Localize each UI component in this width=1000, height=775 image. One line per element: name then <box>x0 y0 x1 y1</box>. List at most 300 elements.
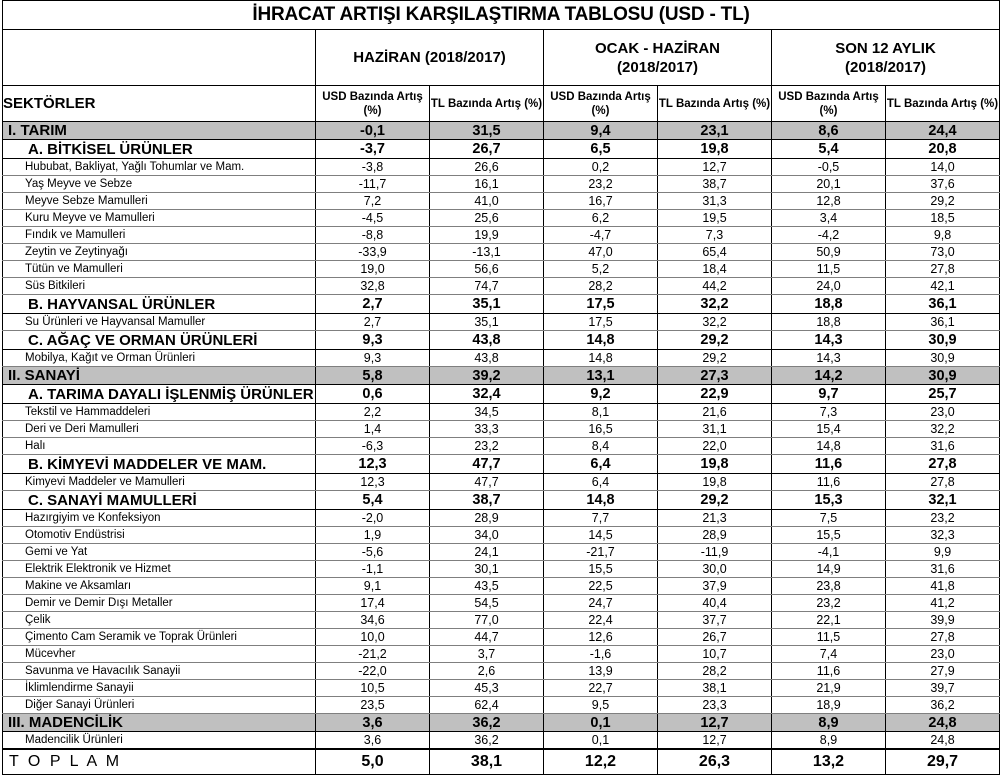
row-value: -4,1 <box>772 544 886 561</box>
row-value: -22,0 <box>316 663 430 680</box>
row-value: 12,7 <box>658 732 772 749</box>
row-value: 26,7 <box>430 140 544 159</box>
table-row <box>3 714 1000 732</box>
row-value: 24,0 <box>772 278 886 295</box>
row-value: 23,2 <box>430 438 544 455</box>
row-value: 5,0 <box>316 749 430 775</box>
row-value: -11,9 <box>658 544 772 561</box>
row-value: 1,9 <box>316 527 430 544</box>
row-label: Hazırgiyim ve Konfeksiyon <box>3 510 316 527</box>
row-value: 9,1 <box>316 578 430 595</box>
row-value: 43,8 <box>430 331 544 350</box>
row-value: 7,3 <box>772 404 886 421</box>
row-label: III. MADENCİLİK <box>3 714 316 732</box>
table-row <box>3 544 1000 561</box>
table-row <box>3 295 1000 314</box>
row-value: 36,2 <box>886 697 1000 714</box>
row-value: 11,6 <box>772 474 886 491</box>
row-value: 18,8 <box>772 314 886 331</box>
row-value: 22,5 <box>544 578 658 595</box>
row-value: 3,6 <box>316 732 430 749</box>
row-value: 47,7 <box>430 455 544 474</box>
row-value: 15,4 <box>772 421 886 438</box>
row-value: 28,9 <box>430 510 544 527</box>
header-haziran-tl: TL Bazında Artış (%) <box>430 86 544 122</box>
row-value: 29,2 <box>658 491 772 510</box>
row-value: 23,5 <box>316 697 430 714</box>
row-value: 12,8 <box>772 193 886 210</box>
row-label: Madencilik Ürünleri <box>3 732 316 749</box>
row-label: Tekstil ve Hammaddeleri <box>3 404 316 421</box>
row-value: 12,7 <box>658 714 772 732</box>
row-value: 28,9 <box>658 527 772 544</box>
row-value: 20,8 <box>886 140 1000 159</box>
table-row <box>3 261 1000 278</box>
table-row <box>3 663 1000 680</box>
row-value: 6,4 <box>544 455 658 474</box>
row-value: 14,2 <box>772 367 886 385</box>
row-value: 34,6 <box>316 612 430 629</box>
row-value: 28,2 <box>544 278 658 295</box>
row-value: 29,7 <box>886 749 1000 775</box>
row-label: Zeytin ve Zeytinyağı <box>3 244 316 261</box>
table-row <box>3 314 1000 331</box>
row-value: 19,5 <box>658 210 772 227</box>
row-label: II. SANAYİ <box>3 367 316 385</box>
row-value: 41,8 <box>886 578 1000 595</box>
row-value: 30,9 <box>886 350 1000 367</box>
row-value: 36,1 <box>886 314 1000 331</box>
row-value: 25,6 <box>430 210 544 227</box>
row-value: 12,3 <box>316 474 430 491</box>
row-value: 22,1 <box>772 612 886 629</box>
row-label: Makine ve Aksamları <box>3 578 316 595</box>
row-value: 2,6 <box>430 663 544 680</box>
row-value: 41,2 <box>886 595 1000 612</box>
row-value: 15,5 <box>544 561 658 578</box>
row-value: 22,4 <box>544 612 658 629</box>
row-label: Elektrik Elektronik ve Hizmet <box>3 561 316 578</box>
row-value: 0,2 <box>544 159 658 176</box>
table-row <box>3 438 1000 455</box>
row-value: 29,2 <box>658 331 772 350</box>
page-title: İHRACAT ARTIŞI KARŞILAŞTIRMA TABLOSU (USD - TL) <box>3 1 1000 30</box>
row-label: Yaş Meyve ve Sebze <box>3 176 316 193</box>
row-value: 9,8 <box>886 227 1000 244</box>
row-value: 73,0 <box>886 244 1000 261</box>
row-value: 19,9 <box>430 227 544 244</box>
row-value: 54,5 <box>430 595 544 612</box>
row-label: A. BİTKİSEL ÜRÜNLER <box>3 140 316 159</box>
row-value: 9,9 <box>886 544 1000 561</box>
table-row <box>3 561 1000 578</box>
row-value: 45,3 <box>430 680 544 697</box>
row-value: 29,2 <box>886 193 1000 210</box>
table-row <box>3 278 1000 295</box>
row-value: 7,7 <box>544 510 658 527</box>
row-value: 23,2 <box>772 595 886 612</box>
row-value: 23,1 <box>658 122 772 140</box>
row-value: 22,7 <box>544 680 658 697</box>
row-label: Diğer Sanayi Ürünleri <box>3 697 316 714</box>
row-value: 8,6 <box>772 122 886 140</box>
row-value: 44,7 <box>430 629 544 646</box>
row-value: -0,1 <box>316 122 430 140</box>
row-value: 27,8 <box>886 455 1000 474</box>
row-value: 23,2 <box>886 510 1000 527</box>
row-value: 31,6 <box>886 438 1000 455</box>
row-value: 17,4 <box>316 595 430 612</box>
row-value: 9,3 <box>316 331 430 350</box>
row-value: 27,9 <box>886 663 1000 680</box>
row-value: 13,1 <box>544 367 658 385</box>
period-header-haziran <box>316 30 544 86</box>
row-label: Kuru Meyve ve Mamulleri <box>3 210 316 227</box>
row-value: 9,5 <box>544 697 658 714</box>
row-value: 35,1 <box>430 295 544 314</box>
row-value: 3,7 <box>430 646 544 663</box>
table-row <box>3 732 1000 749</box>
table-row <box>3 193 1000 210</box>
header-haziran-usd: USD Bazında Artış (%) <box>316 86 430 122</box>
row-value: 9,3 <box>316 350 430 367</box>
row-value: 39,9 <box>886 612 1000 629</box>
table-row <box>3 421 1000 438</box>
table-row <box>3 350 1000 367</box>
row-value: -3,8 <box>316 159 430 176</box>
row-value: -21,2 <box>316 646 430 663</box>
table-row <box>3 629 1000 646</box>
row-value: 14,8 <box>544 331 658 350</box>
row-value: 37,6 <box>886 176 1000 193</box>
period-header-son-12-aylik <box>772 30 1000 86</box>
row-value: 27,8 <box>886 474 1000 491</box>
row-value: -13,1 <box>430 244 544 261</box>
row-value: 14,5 <box>544 527 658 544</box>
row-value: 10,5 <box>316 680 430 697</box>
export-growth-comparison-table <box>2 0 1000 775</box>
row-label: İklimlendirme Sanayii <box>3 680 316 697</box>
row-value: 38,7 <box>658 176 772 193</box>
row-value: -21,7 <box>544 544 658 561</box>
row-value: 36,2 <box>430 714 544 732</box>
row-value: 41,0 <box>430 193 544 210</box>
header-ocak-haziran-tl: TL Bazında Artış (%) <box>658 86 772 122</box>
row-value: 77,0 <box>430 612 544 629</box>
row-value: 32,4 <box>430 385 544 404</box>
header-ocak-haziran-usd: USD Bazında Artış (%) <box>544 86 658 122</box>
row-value: 31,6 <box>886 561 1000 578</box>
table-row <box>3 527 1000 544</box>
row-value: 3,6 <box>316 714 430 732</box>
row-value: 0,1 <box>544 732 658 749</box>
row-label: Süs Bitkileri <box>3 278 316 295</box>
row-value: 36,1 <box>886 295 1000 314</box>
row-value: 30,9 <box>886 331 1000 350</box>
period-son12-line1: SON 12 AYLIK <box>835 39 936 57</box>
row-value: 24,1 <box>430 544 544 561</box>
row-value: 14,9 <box>772 561 886 578</box>
row-value: 30,0 <box>658 561 772 578</box>
row-label: Çimento Cam Seramik ve Toprak Ürünleri <box>3 629 316 646</box>
row-value: 6,4 <box>544 474 658 491</box>
row-value: 23,3 <box>658 697 772 714</box>
row-label: B. KİMYEVİ MADDELER VE MAM. <box>3 455 316 474</box>
period-ocak-haziran-line2: (2018/2017) <box>617 58 698 76</box>
subcolumn-header-row <box>3 86 1000 122</box>
row-value: 16,1 <box>430 176 544 193</box>
row-value: 21,3 <box>658 510 772 527</box>
period-group-header-row <box>3 30 1000 86</box>
row-value: 39,7 <box>886 680 1000 697</box>
row-value: 15,3 <box>772 491 886 510</box>
table-row <box>3 404 1000 421</box>
row-label: Kimyevi Maddeler ve Mamulleri <box>3 474 316 491</box>
row-label: Çelik <box>3 612 316 629</box>
row-value: 13,2 <box>772 749 886 775</box>
row-value: 12,7 <box>658 159 772 176</box>
table-row <box>3 612 1000 629</box>
row-value: 47,0 <box>544 244 658 261</box>
row-value: 10,0 <box>316 629 430 646</box>
row-value: -11,7 <box>316 176 430 193</box>
row-value: 0,6 <box>316 385 430 404</box>
table-row <box>3 646 1000 663</box>
row-value: 16,7 <box>544 193 658 210</box>
row-value: -4,5 <box>316 210 430 227</box>
row-value: 23,0 <box>886 646 1000 663</box>
row-label: Fındık ve Mamulleri <box>3 227 316 244</box>
row-value: -3,7 <box>316 140 430 159</box>
row-label: Savunma ve Havacılık Sanayii <box>3 663 316 680</box>
table-row <box>3 491 1000 510</box>
row-value: 12,2 <box>544 749 658 775</box>
row-value: 26,6 <box>430 159 544 176</box>
row-value: 5,4 <box>316 491 430 510</box>
row-value: -6,3 <box>316 438 430 455</box>
row-value: 22,9 <box>658 385 772 404</box>
row-value: 9,2 <box>544 385 658 404</box>
row-label: Mobilya, Kağıt ve Orman Ürünleri <box>3 350 316 367</box>
row-value: 26,3 <box>658 749 772 775</box>
row-value: 3,4 <box>772 210 886 227</box>
row-value: 6,2 <box>544 210 658 227</box>
table-row <box>3 697 1000 714</box>
row-value: 11,6 <box>772 455 886 474</box>
row-value: 7,3 <box>658 227 772 244</box>
row-value: 6,5 <box>544 140 658 159</box>
row-value: 18,8 <box>772 295 886 314</box>
row-label: B. HAYVANSAL ÜRÜNLER <box>3 295 316 314</box>
row-value: 9,7 <box>772 385 886 404</box>
row-value: 27,3 <box>658 367 772 385</box>
row-value: 2,7 <box>316 295 430 314</box>
row-value: 27,8 <box>886 629 1000 646</box>
row-value: 34,5 <box>430 404 544 421</box>
row-value: -5,6 <box>316 544 430 561</box>
row-value: 31,3 <box>658 193 772 210</box>
row-label: Su Ürünleri ve Hayvansal Mamuller <box>3 314 316 331</box>
row-value: 25,7 <box>886 385 1000 404</box>
table-row <box>3 680 1000 697</box>
row-value: -0,5 <box>772 159 886 176</box>
row-value: 13,9 <box>544 663 658 680</box>
header-son12-usd: USD Bazında Artış (%) <box>772 86 886 122</box>
row-value: 9,4 <box>544 122 658 140</box>
row-value: 1,4 <box>316 421 430 438</box>
row-value: 26,7 <box>658 629 772 646</box>
row-value: 32,3 <box>886 527 1000 544</box>
row-value: 8,1 <box>544 404 658 421</box>
row-value: 56,6 <box>430 261 544 278</box>
table-row <box>3 210 1000 227</box>
row-value: 17,5 <box>544 314 658 331</box>
row-value: 2,7 <box>316 314 430 331</box>
row-value: -2,0 <box>316 510 430 527</box>
row-label: A. TARIMA DAYALI İŞLENMİŞ ÜRÜNLER <box>3 385 316 404</box>
row-value: 2,2 <box>316 404 430 421</box>
table-row <box>3 227 1000 244</box>
row-value: 21,6 <box>658 404 772 421</box>
row-value: 50,9 <box>772 244 886 261</box>
table-row <box>3 455 1000 474</box>
row-value: 10,7 <box>658 646 772 663</box>
row-label: Demir ve Demir Dışı Metaller <box>3 595 316 612</box>
row-value: 37,7 <box>658 612 772 629</box>
row-value: 42,1 <box>886 278 1000 295</box>
row-value: 38,7 <box>430 491 544 510</box>
row-value: 31,1 <box>658 421 772 438</box>
row-value: 15,5 <box>772 527 886 544</box>
row-value: 74,7 <box>430 278 544 295</box>
row-value: -33,9 <box>316 244 430 261</box>
table-row <box>3 140 1000 159</box>
table-row <box>3 749 1000 775</box>
row-value: 18,5 <box>886 210 1000 227</box>
row-value: 47,7 <box>430 474 544 491</box>
row-value: 8,9 <box>772 732 886 749</box>
row-value: 5,8 <box>316 367 430 385</box>
row-value: 8,9 <box>772 714 886 732</box>
period-ocak-haziran-line1: OCAK - HAZİRAN <box>595 39 720 57</box>
row-value: 19,8 <box>658 455 772 474</box>
row-value: 40,4 <box>658 595 772 612</box>
row-value: 16,5 <box>544 421 658 438</box>
row-label: C. SANAYİ MAMULLERİ <box>3 491 316 510</box>
row-value: 18,9 <box>772 697 886 714</box>
row-value: 36,2 <box>430 732 544 749</box>
row-value: 29,2 <box>658 350 772 367</box>
row-value: 12,6 <box>544 629 658 646</box>
row-label: Meyve Sebze Mamulleri <box>3 193 316 210</box>
row-value: 31,5 <box>430 122 544 140</box>
row-value: 32,2 <box>658 314 772 331</box>
row-label: Gemi ve Yat <box>3 544 316 561</box>
row-value: 5,4 <box>772 140 886 159</box>
row-value: 18,4 <box>658 261 772 278</box>
row-value: 11,5 <box>772 629 886 646</box>
table-row <box>3 176 1000 193</box>
row-label: Halı <box>3 438 316 455</box>
row-value: 65,4 <box>658 244 772 261</box>
row-value: 23,0 <box>886 404 1000 421</box>
row-value: 5,2 <box>544 261 658 278</box>
row-value: 32,2 <box>886 421 1000 438</box>
row-value: -8,8 <box>316 227 430 244</box>
row-value: 22,0 <box>658 438 772 455</box>
row-value: 24,8 <box>886 732 1000 749</box>
table-row <box>3 159 1000 176</box>
table-row <box>3 595 1000 612</box>
row-value: 44,2 <box>658 278 772 295</box>
row-label: Deri ve Deri Mamulleri <box>3 421 316 438</box>
row-value: 14,3 <box>772 331 886 350</box>
period-son12-line2: (2018/2017) <box>845 58 926 76</box>
row-label: Otomotiv Endüstrisi <box>3 527 316 544</box>
row-value: 7,5 <box>772 510 886 527</box>
row-value: 24,4 <box>886 122 1000 140</box>
table-row <box>3 578 1000 595</box>
row-value: 8,4 <box>544 438 658 455</box>
header-son12-tl: TL Bazında Artış (%) <box>886 86 1000 122</box>
row-value: 33,3 <box>430 421 544 438</box>
row-value: 7,4 <box>772 646 886 663</box>
row-label: Mücevher <box>3 646 316 663</box>
row-value: 14,3 <box>772 350 886 367</box>
row-value: 43,5 <box>430 578 544 595</box>
row-value: 21,9 <box>772 680 886 697</box>
row-value: 23,8 <box>772 578 886 595</box>
row-value: -1,6 <box>544 646 658 663</box>
row-value: 34,0 <box>430 527 544 544</box>
row-value: 7,2 <box>316 193 430 210</box>
row-label: Hububat, Bakliyat, Yağlı Tohumlar ve Mam. <box>3 159 316 176</box>
row-label: Tütün ve Mamulleri <box>3 261 316 278</box>
row-value: 27,8 <box>886 261 1000 278</box>
table-row <box>3 244 1000 261</box>
table-header <box>3 1 1000 122</box>
header-corner-blank <box>3 30 316 86</box>
table-row <box>3 367 1000 385</box>
row-value: 38,1 <box>658 680 772 697</box>
row-value: -1,1 <box>316 561 430 578</box>
table-row <box>3 331 1000 350</box>
row-value: 12,3 <box>316 455 430 474</box>
row-value: 43,8 <box>430 350 544 367</box>
title-row <box>3 1 1000 30</box>
row-value: 20,1 <box>772 176 886 193</box>
row-value: 11,6 <box>772 663 886 680</box>
row-value: 38,1 <box>430 749 544 775</box>
row-value: 0,1 <box>544 714 658 732</box>
row-label: I. TARIM <box>3 122 316 140</box>
period-header-ocak-haziran <box>544 30 772 86</box>
row-value: 28,2 <box>658 663 772 680</box>
row-value: 32,2 <box>658 295 772 314</box>
period-haziran-line1: HAZİRAN (2018/2017) <box>353 49 506 66</box>
table-row <box>3 122 1000 140</box>
header-sektorler: SEKTÖRLER <box>3 86 316 122</box>
row-value: 35,1 <box>430 314 544 331</box>
row-value: 23,2 <box>544 176 658 193</box>
row-value: 30,1 <box>430 561 544 578</box>
row-value: 32,8 <box>316 278 430 295</box>
row-value: 14,8 <box>544 350 658 367</box>
row-value: -4,2 <box>772 227 886 244</box>
row-value: 30,9 <box>886 367 1000 385</box>
table-row <box>3 510 1000 527</box>
row-value: 14,8 <box>772 438 886 455</box>
